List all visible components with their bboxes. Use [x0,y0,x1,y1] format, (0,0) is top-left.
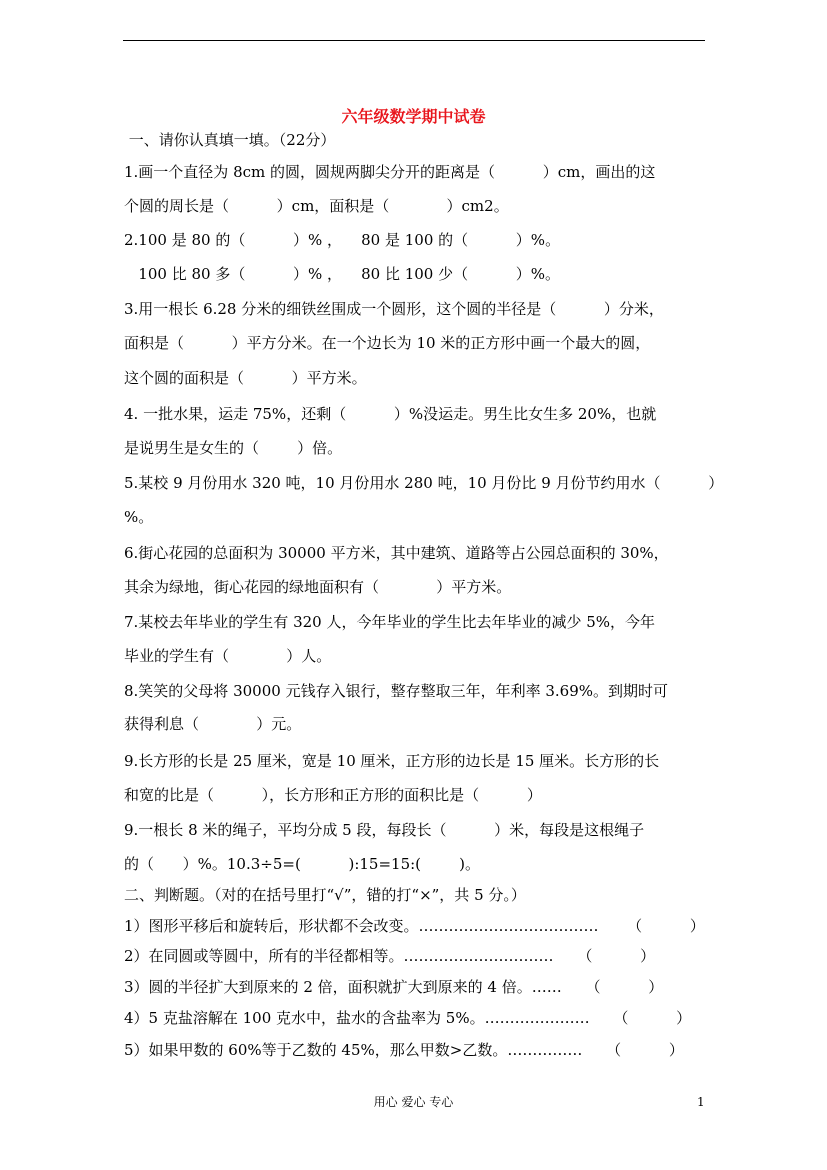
question-line: 9.一根长 8 米的绳子，平均分成 5 段，每段长（ ）米，每段是这根绳子 [124,821,645,839]
section-heading: 二、判断题。（对的在括号里打“√”，错的打“×”，共 5 分。） [124,886,526,904]
header-rule [123,40,705,41]
question-line: %。 [124,508,154,526]
question-line: 4. 一批水果，运走 75%，还剩（ ）%没运走。男生比女生多 20%，也就 [124,405,657,423]
question-line: 1.画一个直径为 8cm 的圆，圆规两脚尖分开的距离是（ ）cm，画出的这 [124,163,656,181]
judge-item: 5）如果甲数的 60%等于乙数的 45%，那么甲数>乙数。…………… （ ） [124,1041,684,1059]
question-line: 这个圆的面积是（ ）平方米。 [124,369,367,387]
judge-item: 3）圆的半径扩大到原来的 2 倍，面积就扩大到原来的 4 倍。…… （ ） [124,978,664,996]
question-line: 2.100 是 80 的（ ）% ， 80 是 100 的（ ）%。 [124,231,561,249]
judge-item: 1）图形平移后和旋转后，形状都不会改变。……………………………… （ ） [124,917,705,935]
judge-item: 4）5 克盐溶解在 100 克水中，盐水的含盐率为 5%。………………… （ ） [124,1009,692,1027]
question-line: 9.长方形的长是 25 厘米，宽是 10 厘米，正方形的边长是 15 厘米。长方形的长 [124,752,660,770]
question-line: 面积是（ ）平方分米。在一个边长为 10 米的正方形中画一个最大的圆， [124,334,651,352]
question-line: 6.街心花园的总面积为 30000 平方米，其中建筑、道路等占公园总面积的 30%， [124,544,669,562]
question-line: 8.笑笑的父母将 30000 元钱存入银行，整存整取三年，年利率 3.69%。到期时可 [124,682,668,700]
question-line: 5.某校 9 月份用水 320 吨，10 月份用水 280 吨，10 月份比 9 月份节约用水（ ） [124,474,724,492]
question-line: 其余为绿地，街心花园的绿地面积有（ ）平方米。 [124,578,512,596]
question-line: 和宽的比是（ ），长方形和正方形的面积比是（ ） [124,786,542,804]
question-line: 是说男生是女生的（ ）倍。 [124,439,343,457]
question-line: 3.用一根长 6.28 分米的细铁丝围成一个圆形，这个圆的半径是（ ）分米， [124,300,664,318]
page-number: 1 [697,1095,705,1109]
page-title: 六年级数学期中试卷 [341,107,486,126]
section-heading: 一、请你认真填一填。（22分） [124,131,336,149]
question-line: 个圆的周长是（ ）cm，面积是（ ）cm2。 [124,197,509,215]
question-line: 100 比 80 多（ ）% ， 80 比 100 少（ ）%。 [124,265,561,283]
page-footer: 用心 爱心 专心 [373,1095,454,1109]
question-line: 7.某校去年毕业的学生有 320 人，今年毕业的学生比去年毕业的减少 5%，今年 [124,613,656,631]
question-line: 获得利息（ ）元。 [124,715,302,733]
question-line: 毕业的学生有（ ）人。 [124,647,332,665]
judge-item: 2）在同圆或等圆中，所有的半径都相等。………………………… （ ） [124,947,656,965]
question-line: 的（ ）%。10.3÷5=( ):15=15:( )。 [124,855,481,873]
